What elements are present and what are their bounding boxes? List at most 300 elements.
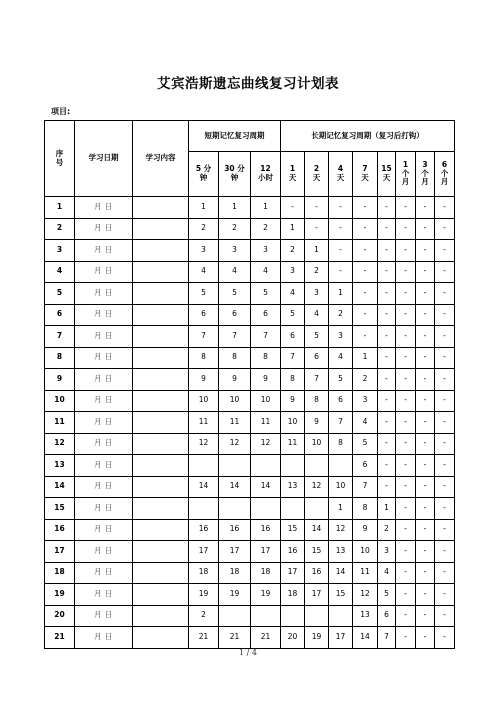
row-seq: 8 (45, 347, 75, 369)
row-review-cell[interactable]: - (435, 197, 455, 219)
row-review-cell[interactable]: - (396, 390, 416, 412)
row-review-cell[interactable]: 2 (281, 240, 305, 262)
row-date[interactable]: 月 日 (75, 326, 133, 348)
row-review-cell[interactable]: 7 (378, 627, 396, 649)
row-review-cell[interactable]: - (378, 304, 396, 326)
row-review-cell[interactable] (305, 605, 329, 627)
row-review-cell[interactable]: - (378, 455, 396, 477)
row-review-cell[interactable]: - (378, 197, 396, 219)
row-content[interactable] (133, 433, 189, 455)
row-review-cell[interactable]: 15 (281, 519, 305, 541)
row-review-cell[interactable]: 19 (189, 584, 219, 606)
row-review-cell[interactable]: - (435, 562, 455, 584)
row-content[interactable] (133, 218, 189, 240)
row-review-cell[interactable]: 16 (189, 519, 219, 541)
row-review-cell[interactable]: - (378, 347, 396, 369)
row-review-cell[interactable]: - (416, 584, 435, 606)
row-date[interactable]: 月 日 (75, 519, 133, 541)
row-content[interactable] (133, 476, 189, 498)
row-review-cell[interactable] (329, 455, 353, 477)
row-review-cell[interactable]: 16 (305, 562, 329, 584)
row-seq: 13 (45, 455, 75, 477)
row-review-cell[interactable]: - (416, 369, 435, 391)
row-review-cell[interactable]: - (378, 369, 396, 391)
row-review-cell[interactable]: 2 (189, 605, 219, 627)
row-content[interactable] (133, 304, 189, 326)
row-review-cell[interactable]: 7 (305, 369, 329, 391)
row-review-cell[interactable]: - (329, 197, 353, 219)
header-period-4: 1 天 (281, 152, 305, 197)
row-review-cell[interactable]: 2 (305, 261, 329, 283)
row-review-cell[interactable]: 7 (219, 326, 251, 348)
row-review-cell[interactable]: 8 (353, 498, 378, 520)
row-content[interactable] (133, 283, 189, 305)
row-review-cell[interactable]: - (378, 412, 396, 434)
project-label: 项目: (51, 107, 71, 116)
row-date[interactable]: 月 日 (75, 412, 133, 434)
row-review-cell[interactable] (219, 455, 251, 477)
row-review-cell[interactable]: 9 (251, 369, 281, 391)
row-review-cell[interactable]: - (378, 390, 396, 412)
row-seq: 11 (45, 412, 75, 434)
row-review-cell[interactable]: - (435, 541, 455, 563)
row-content[interactable] (133, 605, 189, 627)
row-review-cell[interactable]: 10 (251, 390, 281, 412)
row-review-cell[interactable]: 12 (251, 433, 281, 455)
row-date[interactable]: 月 日 (75, 476, 133, 498)
row-review-cell[interactable]: 3 (329, 326, 353, 348)
row-review-cell[interactable]: 7 (329, 412, 353, 434)
row-review-cell[interactable]: - (396, 433, 416, 455)
row-review-cell[interactable]: - (396, 627, 416, 649)
row-review-cell[interactable]: - (378, 476, 396, 498)
row-date[interactable]: 月 日 (75, 455, 133, 477)
row-content[interactable] (133, 584, 189, 606)
row-review-cell[interactable]: - (416, 433, 435, 455)
row-review-cell[interactable]: 4 (305, 304, 329, 326)
row-review-cell[interactable]: 3 (305, 283, 329, 305)
row-content[interactable] (133, 498, 189, 520)
row-review-cell[interactable] (305, 498, 329, 520)
row-seq: 4 (45, 261, 75, 283)
row-review-cell[interactable]: 11 (219, 412, 251, 434)
row-review-cell[interactable]: 13 (281, 476, 305, 498)
row-review-cell[interactable]: - (396, 519, 416, 541)
row-review-cell[interactable]: 2 (251, 218, 281, 240)
row-review-cell[interactable]: 12 (329, 519, 353, 541)
row-review-cell[interactable]: - (435, 304, 455, 326)
row-review-cell[interactable]: - (416, 412, 435, 434)
row-review-cell[interactable]: 4 (219, 261, 251, 283)
row-review-cell[interactable]: 1 (378, 498, 396, 520)
row-review-cell[interactable]: 14 (189, 476, 219, 498)
row-review-cell[interactable]: 9 (305, 412, 329, 434)
row-review-cell[interactable]: 3 (281, 261, 305, 283)
row-review-cell[interactable] (281, 498, 305, 520)
row-review-cell[interactable]: 18 (251, 562, 281, 584)
row-review-cell[interactable]: 21 (189, 627, 219, 649)
row-review-cell[interactable]: 18 (189, 562, 219, 584)
row-date[interactable]: 月 日 (75, 369, 133, 391)
row-review-cell[interactable]: 8 (281, 369, 305, 391)
row-review-cell[interactable]: - (305, 197, 329, 219)
row-review-cell[interactable]: 16 (219, 519, 251, 541)
row-review-cell[interactable]: 9 (219, 369, 251, 391)
row-review-cell[interactable]: 11 (353, 562, 378, 584)
row-seq: 3 (45, 240, 75, 262)
row-review-cell[interactable]: 1 (353, 347, 378, 369)
row-content[interactable] (133, 390, 189, 412)
row-review-cell[interactable]: - (416, 197, 435, 219)
row-review-cell[interactable]: 8 (189, 347, 219, 369)
row-review-cell[interactable]: - (378, 283, 396, 305)
row-content[interactable] (133, 455, 189, 477)
row-seq: 2 (45, 218, 75, 240)
table-row (45, 627, 455, 649)
row-review-cell[interactable]: - (416, 605, 435, 627)
row-review-cell[interactable]: 8 (329, 433, 353, 455)
row-review-cell[interactable]: - (416, 519, 435, 541)
row-review-cell[interactable]: - (416, 304, 435, 326)
row-review-cell[interactable] (281, 455, 305, 477)
row-review-cell[interactable]: - (378, 240, 396, 262)
row-review-cell[interactable]: - (416, 283, 435, 305)
row-review-cell[interactable]: - (435, 369, 455, 391)
row-review-cell[interactable]: - (396, 562, 416, 584)
row-review-cell[interactable] (329, 605, 353, 627)
table-row (45, 369, 455, 391)
row-review-cell[interactable] (281, 605, 305, 627)
row-review-cell[interactable]: - (378, 261, 396, 283)
row-date[interactable]: 月 日 (75, 562, 133, 584)
row-review-cell[interactable]: - (435, 605, 455, 627)
row-review-cell[interactable]: 11 (281, 433, 305, 455)
row-review-cell[interactable]: - (353, 197, 378, 219)
row-review-cell[interactable]: 1 (281, 218, 305, 240)
row-review-cell[interactable]: 6 (219, 304, 251, 326)
row-review-cell[interactable]: - (378, 433, 396, 455)
row-review-cell[interactable]: 2 (329, 304, 353, 326)
row-date[interactable]: 月 日 (75, 498, 133, 520)
row-review-cell[interactable]: 17 (189, 541, 219, 563)
row-review-cell[interactable]: - (396, 584, 416, 606)
row-review-cell[interactable]: - (396, 498, 416, 520)
row-review-cell[interactable]: 5 (305, 326, 329, 348)
row-review-cell[interactable]: 3 (353, 390, 378, 412)
row-date[interactable]: 月 日 (75, 627, 133, 649)
row-date[interactable]: 月 日 (75, 433, 133, 455)
row-review-cell[interactable]: 12 (353, 584, 378, 606)
row-review-cell[interactable]: - (435, 433, 455, 455)
row-date[interactable]: 月 日 (75, 197, 133, 219)
row-review-cell[interactable]: - (435, 584, 455, 606)
row-review-cell[interactable]: 18 (281, 584, 305, 606)
table-row (45, 261, 455, 283)
row-review-cell[interactable]: 16 (281, 541, 305, 563)
row-review-cell[interactable]: 5 (281, 304, 305, 326)
row-content[interactable] (133, 627, 189, 649)
row-review-cell[interactable]: - (435, 455, 455, 477)
row-review-cell[interactable] (251, 455, 281, 477)
row-review-cell[interactable]: 10 (189, 390, 219, 412)
row-review-cell[interactable]: 5 (189, 283, 219, 305)
row-review-cell[interactable]: - (435, 498, 455, 520)
row-review-cell[interactable]: - (396, 304, 416, 326)
row-review-cell[interactable] (219, 605, 251, 627)
row-seq: 12 (45, 433, 75, 455)
row-date[interactable]: 月 日 (75, 261, 133, 283)
row-review-cell[interactable]: 8 (219, 347, 251, 369)
row-review-cell[interactable]: - (396, 605, 416, 627)
row-review-cell[interactable]: 4 (378, 562, 396, 584)
row-review-cell[interactable] (189, 498, 219, 520)
row-review-cell[interactable]: - (305, 218, 329, 240)
row-review-cell[interactable]: - (435, 347, 455, 369)
row-review-cell[interactable]: - (435, 218, 455, 240)
row-review-cell[interactable]: 3 (219, 240, 251, 262)
row-review-cell[interactable]: 10 (305, 433, 329, 455)
row-review-cell[interactable]: - (416, 326, 435, 348)
row-review-cell[interactable]: - (353, 304, 378, 326)
row-review-cell[interactable]: - (396, 283, 416, 305)
row-review-cell[interactable]: - (396, 455, 416, 477)
row-review-cell[interactable]: 3 (189, 240, 219, 262)
row-review-cell[interactable]: 1 (329, 498, 353, 520)
row-review-cell[interactable]: 11 (189, 412, 219, 434)
row-review-cell[interactable]: 15 (305, 541, 329, 563)
row-review-cell[interactable]: - (329, 240, 353, 262)
row-review-cell[interactable]: 2 (189, 218, 219, 240)
row-review-cell[interactable]: - (329, 218, 353, 240)
row-content[interactable] (133, 369, 189, 391)
row-review-cell[interactable]: 8 (305, 390, 329, 412)
row-review-cell[interactable]: - (396, 476, 416, 498)
row-review-cell[interactable]: 7 (353, 476, 378, 498)
row-content[interactable] (133, 562, 189, 584)
row-review-cell[interactable]: 17 (329, 627, 353, 649)
row-review-cell[interactable]: 4 (251, 261, 281, 283)
row-review-cell[interactable]: 14 (251, 476, 281, 498)
header-content: 学习内容 (133, 121, 189, 197)
row-review-cell[interactable]: 12 (305, 476, 329, 498)
row-review-cell[interactable]: 17 (251, 541, 281, 563)
row-review-cell[interactable]: 4 (353, 412, 378, 434)
row-review-cell[interactable]: - (416, 627, 435, 649)
row-date[interactable]: 月 日 (75, 605, 133, 627)
row-seq: 18 (45, 562, 75, 584)
row-review-cell[interactable]: - (378, 218, 396, 240)
row-review-cell[interactable]: - (435, 390, 455, 412)
row-review-cell[interactable]: 6 (329, 390, 353, 412)
row-review-cell[interactable]: - (396, 197, 416, 219)
row-review-cell[interactable]: 10 (281, 412, 305, 434)
row-review-cell[interactable]: 6 (251, 304, 281, 326)
row-review-cell[interactable]: 3 (251, 240, 281, 262)
row-content[interactable] (133, 197, 189, 219)
table-row (45, 304, 455, 326)
row-review-cell[interactable]: 1 (329, 283, 353, 305)
row-review-cell[interactable]: 19 (305, 627, 329, 649)
row-content[interactable] (133, 261, 189, 283)
row-review-cell[interactable]: 2 (219, 218, 251, 240)
row-review-cell[interactable]: 5 (251, 283, 281, 305)
row-review-cell[interactable]: 14 (305, 519, 329, 541)
row-date[interactable]: 月 日 (75, 218, 133, 240)
row-review-cell[interactable]: - (396, 218, 416, 240)
row-content[interactable] (133, 519, 189, 541)
row-review-cell[interactable]: 19 (251, 584, 281, 606)
row-date[interactable]: 月 日 (75, 347, 133, 369)
row-review-cell[interactable]: 18 (219, 562, 251, 584)
row-review-cell[interactable]: 11 (251, 412, 281, 434)
row-review-cell[interactable]: 14 (353, 627, 378, 649)
row-review-cell[interactable]: - (396, 541, 416, 563)
row-review-cell[interactable]: 5 (219, 283, 251, 305)
row-seq: 14 (45, 476, 75, 498)
row-review-cell[interactable]: - (435, 476, 455, 498)
row-review-cell[interactable]: - (416, 390, 435, 412)
page-title: 艾宾浩斯遗忘曲线复习计划表 (157, 76, 339, 92)
row-date[interactable]: 月 日 (75, 304, 133, 326)
row-content[interactable] (133, 347, 189, 369)
row-review-cell[interactable]: 6 (378, 605, 396, 627)
row-review-cell[interactable]: - (435, 326, 455, 348)
row-review-cell[interactable]: - (353, 326, 378, 348)
row-review-cell[interactable]: - (353, 218, 378, 240)
row-review-cell[interactable]: 9 (281, 390, 305, 412)
row-review-cell[interactable]: - (435, 261, 455, 283)
row-review-cell[interactable]: - (435, 412, 455, 434)
header-period-5: 2 天 (305, 152, 329, 197)
header-period-10: 3 个 月 (416, 152, 435, 197)
row-review-cell[interactable]: - (416, 498, 435, 520)
row-review-cell[interactable]: - (416, 347, 435, 369)
row-review-cell[interactable]: - (416, 455, 435, 477)
row-review-cell[interactable]: 5 (329, 369, 353, 391)
row-review-cell[interactable]: 6 (189, 304, 219, 326)
row-review-cell[interactable]: 3 (378, 541, 396, 563)
row-review-cell[interactable]: 14 (329, 562, 353, 584)
row-review-cell[interactable]: 21 (219, 627, 251, 649)
row-review-cell[interactable]: 7 (251, 326, 281, 348)
table-row (45, 326, 455, 348)
row-review-cell[interactable] (189, 455, 219, 477)
table-row (45, 455, 455, 477)
row-review-cell[interactable]: - (396, 412, 416, 434)
row-review-cell[interactable]: - (416, 562, 435, 584)
row-review-cell[interactable]: - (416, 218, 435, 240)
row-review-cell[interactable]: - (435, 240, 455, 262)
row-content[interactable] (133, 326, 189, 348)
row-review-cell[interactable]: 5 (353, 433, 378, 455)
row-review-cell[interactable]: - (396, 326, 416, 348)
row-review-cell[interactable]: - (396, 347, 416, 369)
row-review-cell[interactable]: - (416, 476, 435, 498)
row-date[interactable]: 月 日 (75, 283, 133, 305)
header-row-groups (45, 121, 455, 152)
row-review-cell[interactable]: 21 (251, 627, 281, 649)
row-review-cell[interactable]: - (353, 261, 378, 283)
row-review-cell[interactable]: 4 (329, 347, 353, 369)
header-period-11: 6 个 月 (435, 152, 455, 197)
row-content[interactable] (133, 541, 189, 563)
row-review-cell[interactable]: 12 (189, 433, 219, 455)
row-review-cell[interactable]: 16 (251, 519, 281, 541)
table-row (45, 218, 455, 240)
row-review-cell[interactable]: 5 (378, 584, 396, 606)
table-row (45, 433, 455, 455)
row-review-cell[interactable] (305, 455, 329, 477)
row-review-cell[interactable] (219, 498, 251, 520)
row-review-cell[interactable]: 9 (353, 519, 378, 541)
row-review-cell[interactable]: - (329, 261, 353, 283)
row-review-cell[interactable]: - (396, 261, 416, 283)
row-review-cell[interactable]: 10 (353, 541, 378, 563)
row-review-cell[interactable]: - (435, 627, 455, 649)
row-review-cell[interactable]: 1 (219, 197, 251, 219)
row-review-cell[interactable]: 1 (189, 197, 219, 219)
row-review-cell[interactable]: - (435, 283, 455, 305)
row-content[interactable] (133, 412, 189, 434)
row-review-cell[interactable]: 20 (281, 627, 305, 649)
row-review-cell[interactable]: 2 (353, 369, 378, 391)
row-review-cell[interactable] (251, 605, 281, 627)
row-review-cell[interactable]: 9 (189, 369, 219, 391)
row-review-cell[interactable]: 1 (251, 197, 281, 219)
row-review-cell[interactable] (251, 498, 281, 520)
row-review-cell[interactable]: 4 (189, 261, 219, 283)
row-date[interactable]: 月 日 (75, 541, 133, 563)
table-row (45, 347, 455, 369)
row-review-cell[interactable]: 10 (219, 390, 251, 412)
row-review-cell[interactable]: 8 (251, 347, 281, 369)
row-review-cell[interactable]: 1 (305, 240, 329, 262)
row-review-cell[interactable]: 13 (329, 541, 353, 563)
row-review-cell[interactable]: 7 (281, 347, 305, 369)
header-period-3: 12 小时 (251, 152, 281, 197)
row-review-cell[interactable]: 17 (305, 584, 329, 606)
row-review-cell[interactable]: 10 (329, 476, 353, 498)
row-review-cell[interactable]: - (416, 541, 435, 563)
row-review-cell[interactable]: 19 (219, 584, 251, 606)
row-review-cell[interactable]: - (396, 369, 416, 391)
row-content[interactable] (133, 240, 189, 262)
row-review-cell[interactable]: - (353, 283, 378, 305)
row-date[interactable]: 月 日 (75, 240, 133, 262)
row-review-cell[interactable]: 14 (219, 476, 251, 498)
row-review-cell[interactable]: - (435, 519, 455, 541)
row-review-cell[interactable]: - (416, 261, 435, 283)
row-review-cell[interactable]: 2 (378, 519, 396, 541)
row-review-cell[interactable]: - (416, 240, 435, 262)
row-date[interactable]: 月 日 (75, 390, 133, 412)
row-review-cell[interactable]: 17 (219, 541, 251, 563)
row-review-cell[interactable]: - (378, 326, 396, 348)
row-review-cell[interactable]: 4 (281, 283, 305, 305)
row-review-cell[interactable]: - (353, 240, 378, 262)
row-review-cell[interactable]: - (281, 197, 305, 219)
row-review-cell[interactable]: 15 (329, 584, 353, 606)
row-review-cell[interactable]: 6 (281, 326, 305, 348)
row-review-cell[interactable]: 7 (189, 326, 219, 348)
row-review-cell[interactable]: - (396, 240, 416, 262)
row-review-cell[interactable]: 6 (305, 347, 329, 369)
row-review-cell[interactable]: 17 (281, 562, 305, 584)
row-review-cell[interactable]: 12 (219, 433, 251, 455)
row-review-cell[interactable]: 6 (353, 455, 378, 477)
row-review-cell[interactable]: 13 (353, 605, 378, 627)
row-date[interactable]: 月 日 (75, 584, 133, 606)
